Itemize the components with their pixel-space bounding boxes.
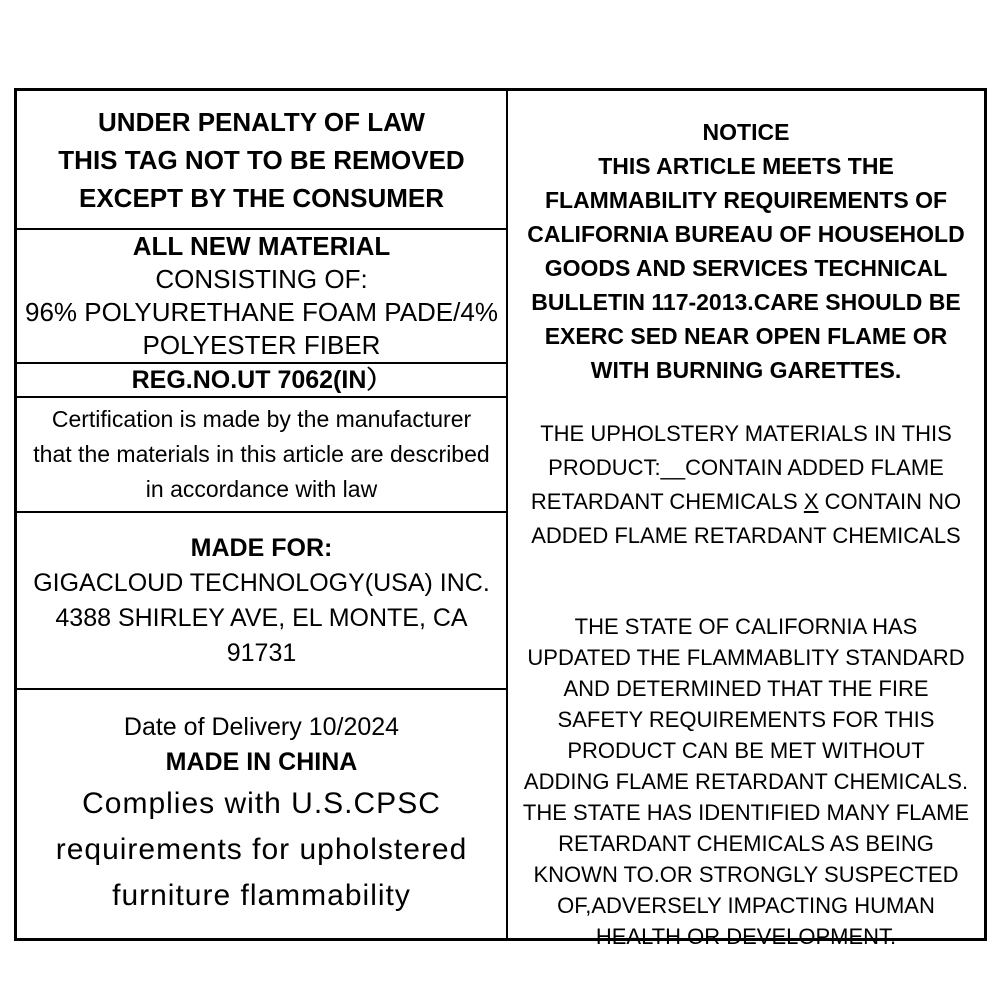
materials-line-3 xyxy=(508,485,984,519)
penalty-line-3: EXCEPT BY THE CONSUMER xyxy=(78,182,444,213)
notice-line-1: THIS ARTICLE MEETS THE xyxy=(598,153,894,179)
certification-line-2: that the materials in this article are described xyxy=(33,441,490,467)
state-line-8: RETARDANT CHEMICALS AS BEING xyxy=(558,831,934,856)
materials-line-1: THE UPHOLSTERY MATERIALS IN THIS xyxy=(540,421,952,446)
state-line-4: SAFETY REQUIREMENTS FOR THIS xyxy=(557,707,935,732)
notice-line-7: WITH BURNING GARETTES. xyxy=(590,357,902,383)
state-line-5: PRODUCT CAN BE MET WITHOUT xyxy=(567,738,925,763)
materials-line-3-post: CONTAIN NO xyxy=(818,489,962,514)
penalty-line-2: THIS TAG NOT TO BE REMOVED xyxy=(58,144,465,175)
country-of-origin: MADE IN CHINA xyxy=(165,747,358,776)
law-label xyxy=(14,88,987,949)
right-column xyxy=(508,91,984,949)
material-line-2: 96% POLYURETHANE FOAM PADE/4% xyxy=(25,297,498,327)
flame-retardant-declaration xyxy=(508,417,984,553)
x-checkmark: X xyxy=(803,489,819,514)
notice-title: NOTICE xyxy=(702,119,790,145)
materials-line-2: PRODUCT:__CONTAIN ADDED FLAME xyxy=(548,455,944,480)
penalty-line-1: UNDER PENALTY OF LAW xyxy=(98,106,425,137)
state-line-11: HEALTH OR DEVELOPMENT. xyxy=(595,924,897,949)
material-section xyxy=(17,230,506,364)
state-line-7: THE STATE HAS IDENTIFIED MANY FLAME xyxy=(522,800,970,825)
made-for-address: 4388 SHIRLEY AVE, EL MONTE, CA xyxy=(55,603,468,632)
compliance-line-1: Complies with U.S.CPSC xyxy=(82,786,441,820)
notice-line-6: EXERC SED NEAR OPEN FLAME OR xyxy=(544,323,948,349)
notice-line-2: FLAMMABILITY REQUIREMENTS OF xyxy=(544,187,948,213)
certification-line-1: Certification is made by the manufacturer xyxy=(51,406,472,432)
certification-section xyxy=(17,398,506,513)
compliance-line-2: requirements for upholstered xyxy=(55,832,468,866)
penalty-section xyxy=(17,91,506,230)
state-line-10: OF,ADVERSELY IMPACTING HUMAN xyxy=(557,893,935,918)
compliance-line-3: furniture flammability xyxy=(112,878,411,912)
material-heading: ALL NEW MATERIAL xyxy=(132,231,391,261)
material-line-1: CONSISTING OF: xyxy=(155,264,368,294)
state-line-3: AND DETERMINED THAT THE FIRE xyxy=(563,676,929,701)
certification-line-3: in accordance with law xyxy=(145,476,378,502)
notice-section xyxy=(508,115,984,387)
material-line-3: POLYESTER FIBER xyxy=(142,330,381,360)
delivery-date: Date of Delivery 10/2024 xyxy=(123,712,400,741)
reg-no-section xyxy=(17,364,506,398)
state-line-2: UPDATED THE FLAMMABLITY STANDARD xyxy=(527,645,965,670)
state-line-1: THE STATE OF CALIFORNIA HAS xyxy=(574,614,918,639)
made-for-heading: MADE FOR: xyxy=(190,533,333,562)
state-line-6: ADDING FLAME RETARDANT CHEMICALS. xyxy=(523,769,969,794)
made-for-section xyxy=(17,513,506,690)
california-statement xyxy=(508,611,984,952)
origin-section xyxy=(17,690,506,938)
made-for-zip: 91731 xyxy=(226,638,297,667)
reg-no-text: REG.NO.UT 7062(IN） xyxy=(131,366,392,394)
notice-line-4: GOODS AND SERVICES TECHNICAL xyxy=(544,255,948,281)
state-line-9: KNOWN TO.OR STRONGLY SUSPECTED xyxy=(533,862,959,887)
made-for-company: GIGACLOUD TECHNOLOGY(USA) INC. xyxy=(33,568,490,597)
materials-line-3-pre: RETARDANT CHEMICALS xyxy=(530,489,804,514)
notice-line-3: CALIFORNIA BUREAU OF HOUSEHOLD xyxy=(527,221,965,247)
notice-line-5: BULLETIN 117-2013.CARE SHOULD BE xyxy=(531,289,961,315)
left-column xyxy=(17,91,508,938)
materials-line-4: ADDED FLAME RETARDANT CHEMICALS xyxy=(531,523,961,548)
